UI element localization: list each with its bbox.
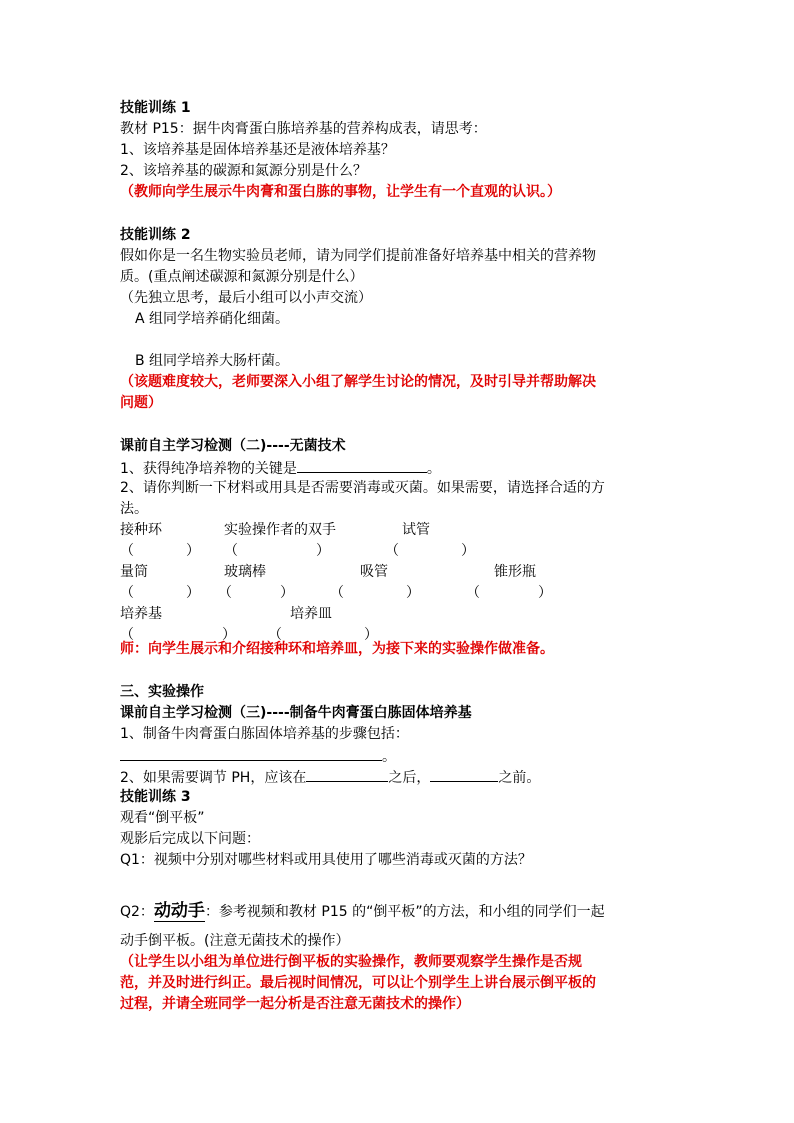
hands-on-label: 动动手 — [153, 901, 205, 921]
teacher-note-4-line2: 范，并及时进行纠正。最后视时间情况，可以让个别学生上讲台展示倒平板的 — [120, 975, 596, 991]
self-check-2-q2-line2: 法。 — [120, 501, 148, 517]
answer-paren-glass-rod[interactable]: （ ） — [218, 585, 294, 601]
group-b-task: B 组同学培养大肠杆菌。 — [135, 353, 290, 369]
self-check-3-q2-text-a: 2、如果需要调节 PH，应该在 — [120, 770, 307, 786]
item-measuring-cylinder: 量筒 — [120, 564, 148, 580]
item-conical-flask: 锥形瓶 — [494, 564, 536, 580]
item-petri-dish: 培养皿 — [290, 606, 332, 622]
self-check-2-q1-text: 1、获得纯净培养物的关键是 — [120, 461, 297, 477]
self-check-3-q2 — [120, 766, 540, 788]
item-pipette: 吸管 — [360, 564, 388, 580]
self-check-2-title: 课前自主学习检测（二)----无菌技术 — [120, 438, 346, 454]
question-2: 2、该培养基的碳源和氮源分别是什么？ — [120, 163, 367, 179]
answer-paren-operator-hands[interactable]: （ ） — [224, 543, 330, 559]
teacher-note-1: （教师向学生展示牛肉膏和蛋白胨的事物，让学生有一个直观的认识。） — [120, 184, 561, 200]
item-glass-rod: 玻璃棒 — [224, 564, 266, 580]
answer-blank[interactable] — [297, 457, 427, 473]
self-check-3-q1: 1、制备牛肉膏蛋白胨固体培养基的步骤包括： — [120, 726, 409, 742]
self-check-3-q1-end: 。 — [382, 749, 396, 765]
self-check-3-q1-answer — [120, 745, 396, 767]
answer-paren-pipette[interactable]: （ ） — [330, 585, 420, 601]
self-check-2-q2-line1: 2、请你判断一下材料或用具是否需要消毒或灭菌。如果需要，请选择合适的方 — [120, 480, 605, 496]
self-check-2-q1-end: 。 — [426, 461, 441, 477]
skill-training-2-title: 技能训练 2 — [120, 227, 191, 243]
self-check-3-q2-text-c: 之前。 — [498, 770, 541, 786]
section-heading-experiment: 三、实验操作 — [120, 684, 204, 700]
after-video-line: 观影后完成以下问题： — [120, 831, 260, 847]
item-inoculating-loop: 接种环 — [120, 522, 162, 538]
answer-paren-petri-dish[interactable]: （ ） — [268, 627, 378, 643]
answer-paren-measuring-cylinder[interactable]: （ ） — [120, 585, 200, 601]
skill-training-1-intro: 教材 P15：据牛肉膏蛋白胨培养基的营养构成表，请思考： — [120, 121, 487, 137]
question-1: 1、该培养基是固体培养基还是液体培养基？ — [120, 142, 395, 158]
teacher-note-3: 师：向学生展示和介绍接种环和培养皿，为接下来的实验操作做准备。 — [120, 641, 554, 657]
teacher-note-2-line1: （该题难度较大，老师要深入小组了解学生讨论的情况，及时引导并帮助解决 — [120, 374, 596, 390]
skill-training-3-title: 技能训练 3 — [120, 789, 191, 805]
answer-paren-culture-medium[interactable]: （ ） — [120, 627, 236, 643]
question-q2-line2: 动手倒平板。(注意无菌技术的操作） — [120, 933, 350, 949]
ph-after-blank[interactable] — [306, 766, 388, 782]
group-a-task: A 组同学培养硝化细菌。 — [135, 311, 290, 327]
steps-answer-blank[interactable] — [120, 745, 382, 761]
skill-training-1-title: 技能训练 1 — [120, 100, 191, 116]
question-q2-label: Q2： — [120, 904, 154, 920]
item-culture-medium: 培养基 — [120, 606, 162, 622]
question-q1: Q1：视频中分别对哪些材料或用具使用了哪些消毒或灭菌的方法？ — [120, 852, 532, 868]
question-q2 — [120, 899, 605, 924]
skill-training-2-line2: 质。(重点阐述碳源和氮源分别是什么） — [120, 269, 364, 285]
skill-training-2-line3: （先独立思考，最后小组可以小声交流） — [120, 290, 372, 306]
self-check-2-q1 — [120, 457, 441, 479]
teacher-note-2-line2: 问题） — [120, 395, 162, 411]
self-check-3-q2-text-b: 之后， — [388, 770, 431, 786]
answer-paren-test-tube[interactable]: （ ） — [385, 543, 475, 559]
item-test-tube: 试管 — [402, 522, 430, 538]
ph-before-blank[interactable] — [430, 766, 498, 782]
item-operator-hands: 实验操作者的双手 — [224, 522, 336, 538]
answer-paren-conical-flask[interactable]: （ ） — [466, 585, 552, 601]
question-q2-text: ：参考视频和教材 P15 的“倒平板”的方法，和小组的同学们一起 — [204, 904, 605, 920]
teacher-note-4-line3: 过程，并请全班同学一起分析是否注意无菌技术的操作） — [120, 996, 470, 1012]
teacher-note-4-line1: （让学生以小组为单位进行倒平板的实验操作，教师要观察学生操作是否规 — [120, 954, 582, 970]
watch-video-line: 观看“倒平板” — [120, 810, 205, 826]
answer-paren-inoculating-loop[interactable]: （ ） — [120, 543, 200, 559]
skill-training-2-line1: 假如你是一名生物实验员老师，请为同学们提前准备好培养基中相关的营养物 — [120, 248, 596, 264]
self-check-3-title: 课前自主学习检测（三)----制备牛肉膏蛋白胨固体培养基 — [120, 705, 472, 721]
